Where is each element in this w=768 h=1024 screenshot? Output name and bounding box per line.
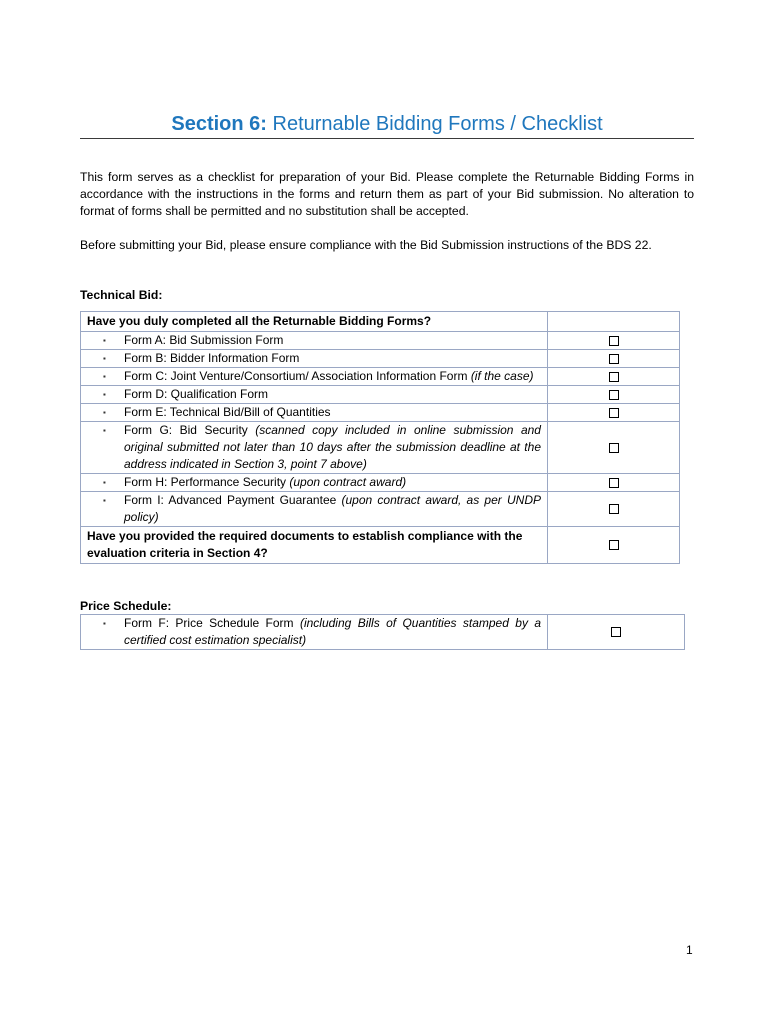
form-f-checkbox-cell — [548, 615, 685, 650]
form-d-item: ▪ Form D: Qualification Form — [81, 386, 548, 404]
form-h-item: ▪ Form H: Performance Security (upon contract award) — [81, 474, 548, 492]
form-a-checkbox-cell — [548, 332, 680, 350]
checkbox-icon[interactable] — [609, 478, 619, 488]
form-b-checkbox-cell — [548, 350, 680, 368]
form-a-item: ▪ Form A: Bid Submission Form — [81, 332, 548, 350]
bullet-icon: ▪ — [103, 408, 106, 417]
table-row — [81, 422, 680, 474]
page-number: 1 — [686, 943, 693, 957]
form-c-checkbox-cell — [548, 368, 680, 386]
section-number: Section 6: — [171, 113, 267, 135]
bullet-icon: ▪ — [103, 354, 106, 363]
form-b-item: ▪ Form B: Bidder Information Form — [81, 350, 548, 368]
bullet-icon: ▪ — [103, 619, 106, 628]
checkbox-icon[interactable] — [609, 540, 619, 550]
form-h-checkbox-cell — [548, 474, 680, 492]
title-divider — [80, 138, 694, 139]
checkbox-icon[interactable] — [609, 336, 619, 346]
table-row — [81, 527, 680, 564]
bullet-icon: ▪ — [103, 390, 106, 399]
bullet-icon: ▪ — [103, 372, 106, 381]
form-c-item: ▪ Form C: Joint Venture/Consortium/ Association Information Form (if the case) — [81, 368, 548, 386]
bullet-icon: ▪ — [103, 478, 106, 487]
form-f-item: ▪ Form F: Price Schedule Form (including Bills of Quantities stamped by a certified cost estimation specialist) — [81, 615, 548, 650]
form-e-item: ▪ Form E: Technical Bid/Bill of Quantities — [81, 404, 548, 422]
empty-cell — [548, 312, 680, 332]
form-i-checkbox-cell — [548, 492, 680, 527]
form-g-item: ▪ Form G: Bid Security (scanned copy included in online submission and original submitted not later than 10 days after the submission deadline at the address indicated in Section 3, point 7 above) — [81, 422, 548, 474]
returnable-forms-question: Have you duly completed all the Returnable Bidding Forms? — [81, 312, 548, 332]
bullet-icon: ▪ — [103, 496, 106, 505]
form-g-checkbox-cell — [548, 422, 680, 474]
checkbox-icon[interactable] — [609, 372, 619, 382]
table-row — [81, 386, 680, 404]
table-row — [81, 404, 680, 422]
table-row — [81, 615, 685, 650]
table-row — [81, 368, 680, 386]
table-row — [81, 492, 680, 527]
form-e-checkbox-cell — [548, 404, 680, 422]
form-i-item: ▪ Form I: Advanced Payment Guarantee (upon contract award, as per UNDP policy) — [81, 492, 548, 527]
evaluation-checkbox-cell — [548, 527, 680, 564]
form-d-checkbox-cell — [548, 386, 680, 404]
compliance-paragraph: Before submitting your Bid, please ensure compliance with the Bid Submission instructions of the BDS 22. — [80, 238, 652, 252]
checkbox-icon[interactable] — [609, 354, 619, 364]
price-schedule-table — [80, 614, 685, 650]
table-row — [81, 350, 680, 368]
section-title — [80, 111, 694, 137]
table-row — [81, 332, 680, 350]
bullet-icon: ▪ — [103, 336, 106, 345]
section-name: Returnable Bidding Forms / Checklist — [272, 113, 603, 135]
checkbox-icon[interactable] — [609, 443, 619, 453]
checkbox-icon[interactable] — [609, 390, 619, 400]
checkbox-icon[interactable] — [609, 504, 619, 514]
table-row — [81, 312, 680, 332]
technical-bid-heading: Technical Bid: — [80, 288, 163, 302]
checkbox-icon[interactable] — [609, 408, 619, 418]
bullet-icon: ▪ — [103, 426, 106, 435]
technical-bid-table — [80, 311, 680, 564]
table-row — [81, 474, 680, 492]
price-schedule-heading: Price Schedule: — [80, 599, 172, 613]
intro-paragraph: This form serves as a checklist for preparation of your Bid. Please complete the Returnable Bidding Forms in accordance with the instructions in the forms and return them as part of your Bid submission. No alteration to format of forms shall be permitted and no substitution shall be accepted. — [80, 170, 694, 218]
evaluation-criteria-question: Have you provided the required documents to establish compliance with the evaluation criteria in Section 4? — [81, 527, 548, 564]
checkbox-icon[interactable] — [611, 627, 621, 637]
